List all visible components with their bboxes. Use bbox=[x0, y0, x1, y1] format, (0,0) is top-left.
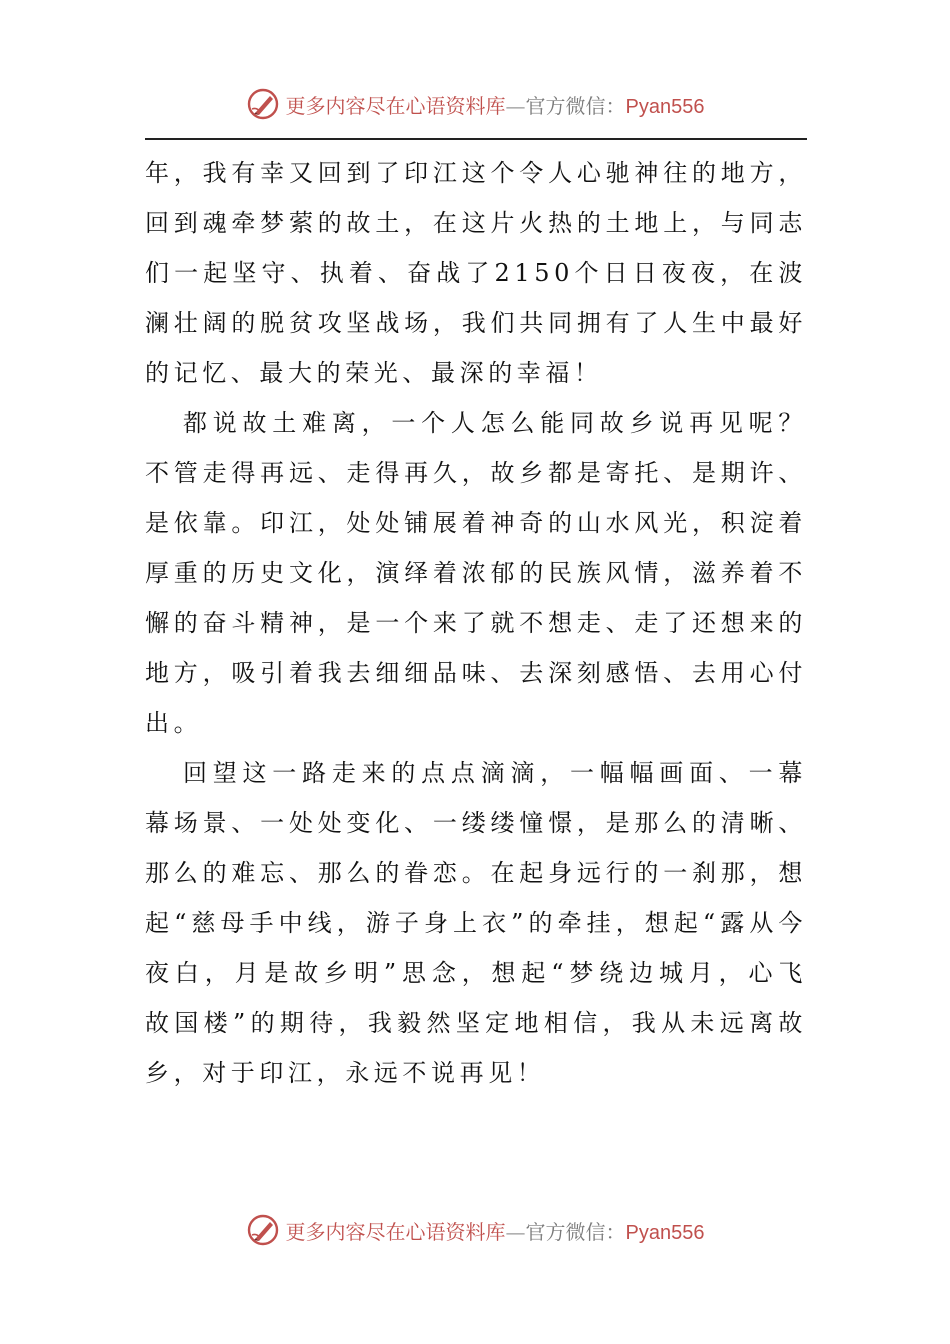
header-banner-official: 官方微信： bbox=[525, 93, 626, 118]
pen-logo-icon bbox=[246, 1213, 280, 1247]
footer-banner-text bbox=[286, 1216, 705, 1245]
footer-banner-dash: — bbox=[505, 1219, 526, 1244]
header-divider bbox=[145, 138, 807, 140]
paragraph-1: 年，我有幸又回到了印江这个令人心驰神往的地方，回到魂牵梦萦的故土，在这片火热的土地上，与同志们一起坚守、执着、奋战了2150个日日夜夜，在波澜壮阔的脱贫攻坚战场，我们共同拥有了人生中最好的记忆、最大的荣光、最深的幸福！ bbox=[145, 159, 807, 387]
footer-banner-official: 官方微信： bbox=[525, 1219, 626, 1244]
footer-banner bbox=[0, 1210, 950, 1250]
paragraph-2: 都说故土难离，一个人怎么能同故乡说再见呢？不管走得再远、走得再久，故乡都是寄托、是期许、是依靠。印江，处处铺展着神奇的山水风光，积淀着厚重的历史文化，演绎着浓郁的民族风情，滋养着不懈的奋斗精神，是一个来了就不想走、走了还想来的地方，吸引着我去细细品味、去深刻感悟、去用心付出。 bbox=[145, 409, 807, 737]
pen-logo-icon bbox=[246, 87, 280, 121]
header-banner-dash: — bbox=[505, 93, 526, 118]
footer-banner-id: Pyan556 bbox=[625, 1221, 705, 1244]
header-banner-main: 更多内容尽在心语资料库 bbox=[285, 93, 506, 118]
header-banner-id: Pyan556 bbox=[625, 95, 705, 118]
document-body bbox=[145, 148, 807, 1098]
header-banner-text bbox=[286, 90, 705, 119]
paragraph-3: 回望这一路走来的点点滴滴，一幅幅画面、一幕幕场景、一处处变化、一缕缕憧憬，是那么的清晰、那么的难忘、那么的眷恋。在起身远行的一刹那，想起“慈母手中线，游子身上衣”的牵挂，想起“露从今夜白，月是故乡明”思念，想起“梦绕边城月，心飞故国楼”的期待，我毅然坚定地相信，我从未远离故乡，对于印江，永远不说再见！ bbox=[145, 759, 807, 1087]
footer-banner-main: 更多内容尽在心语资料库 bbox=[285, 1219, 506, 1244]
header-banner bbox=[0, 84, 950, 124]
